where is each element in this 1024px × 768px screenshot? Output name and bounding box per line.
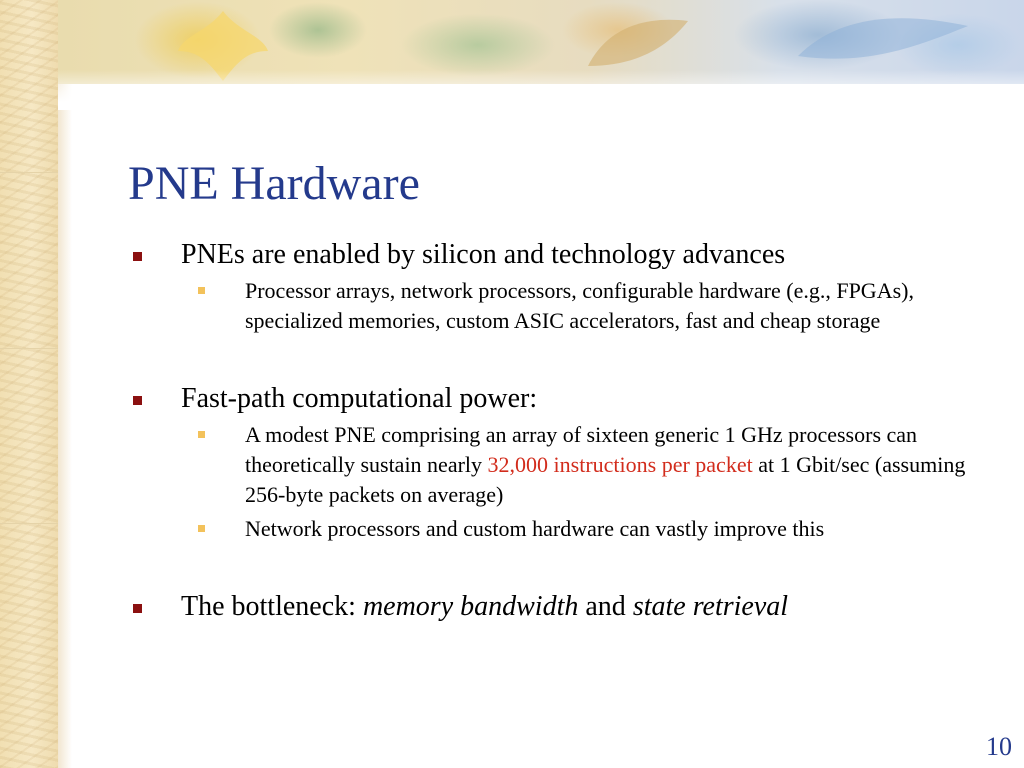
bullet-text: Network processors and custom hardware can vastly improve this <box>245 516 825 541</box>
bullet-level2 <box>130 420 1000 510</box>
slide-title: PNE Hardware <box>128 157 420 210</box>
emphasis-text: state retrieval <box>632 591 789 622</box>
left-decorative-strip <box>0 0 58 768</box>
strip-divider <box>0 348 58 349</box>
square-bullet-icon <box>133 604 142 613</box>
bullet-level1 <box>130 382 1000 416</box>
square-bullet-icon <box>198 525 205 532</box>
bullet-text: PNEs are enabled by silicon and technology advances <box>181 239 786 270</box>
bullet-level2 <box>130 276 1000 336</box>
bullet-level2 <box>130 514 1000 544</box>
slide-number: 10 <box>986 732 1012 761</box>
highlighted-text: 32,000 instructions per packet <box>487 452 753 477</box>
bullet-level1 <box>130 238 1000 272</box>
strip-divider <box>0 523 58 524</box>
square-bullet-icon <box>133 252 142 261</box>
bullet-text: Fast-path computational power: <box>181 383 538 414</box>
square-bullet-icon <box>198 287 205 294</box>
slide-content <box>130 238 1000 624</box>
strip-divider <box>0 172 58 173</box>
bullet-text-after: at 1 Gbit/sec (assuming 256-byte packets on average) <box>245 452 966 507</box>
bullet-level1 <box>130 590 1000 624</box>
square-bullet-icon <box>198 431 205 438</box>
square-bullet-icon <box>133 396 142 405</box>
banner-fade <box>58 70 1024 110</box>
bullet-text-mid: and <box>578 591 633 622</box>
bullet-text: Processor arrays, network processors, configurable hardware (e.g., FPGAs), specialized memories, custom ASIC accelerators, fast and cheap storage <box>245 278 914 333</box>
bullet-text-before: The bottleneck: <box>181 591 363 622</box>
bullet-text-before: A modest PNE comprising an array of sixteen generic 1 GHz processors can theoretically sustain nearly <box>245 422 918 477</box>
emphasis-text: memory bandwidth <box>362 591 579 622</box>
